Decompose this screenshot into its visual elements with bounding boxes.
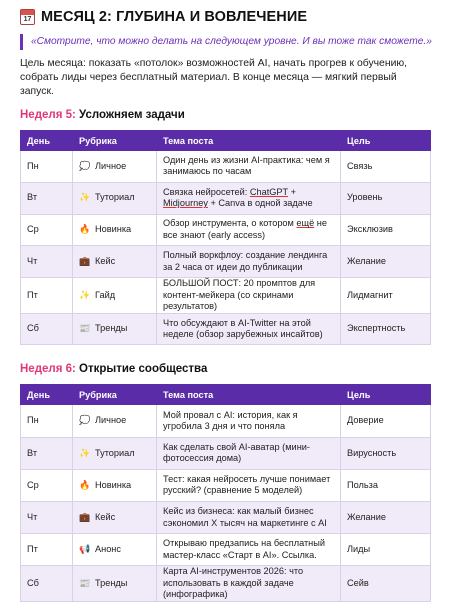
schedule-table — [20, 130, 431, 345]
rubric-label: Кейс — [95, 511, 116, 522]
calendar-icon — [20, 9, 35, 25]
goal-cell: Связь — [341, 151, 431, 183]
day-cell: Пн — [21, 151, 73, 183]
table-row — [21, 182, 431, 214]
rubric-cell — [73, 278, 157, 314]
column-header-rubric: Рубрика — [73, 131, 157, 151]
quote-text: «Смотрите, что можно делать на следующем уровне. И вы тоже так сможете.» — [31, 36, 432, 47]
day-cell: Пн — [21, 405, 73, 437]
table-header-row — [21, 385, 431, 405]
rubric-label: Личное — [95, 415, 127, 426]
column-header-day: День — [21, 131, 73, 151]
topic-cell: БОЛЬШОЙ ПОСТ: 20 промптов для контент-мейкера (со скринами результатов) — [157, 278, 341, 314]
rubric-cell — [73, 437, 157, 469]
sparkles-icon: ✨ — [79, 289, 91, 300]
thought-bubble-icon: 💭 — [79, 160, 91, 171]
topic-cell: Как сделать свой AI-аватар (мини-фотосессия дома) — [157, 437, 341, 469]
megaphone-icon: 📢 — [79, 544, 91, 555]
rubric-label: Личное — [95, 160, 127, 171]
rubric-label: Тренды — [95, 577, 128, 588]
column-header-topic: Тема поста — [157, 131, 341, 151]
day-cell: Пт — [21, 534, 73, 566]
column-header-goal: Цель — [341, 131, 431, 151]
goal-cell: Лиды — [341, 534, 431, 566]
goal-cell: Вирусность — [341, 437, 431, 469]
newspaper-icon: 📰 — [79, 323, 91, 334]
rubric-label: Тренды — [95, 323, 128, 334]
day-cell: Пт — [21, 278, 73, 314]
column-header-day: День — [21, 385, 73, 405]
topic-cell: Мой провал с AI: история, как я угробила 3 дня и что поняла — [157, 405, 341, 437]
rubric-label: Туториал — [95, 447, 135, 458]
topic-link-midjourney: Midjourney — [163, 198, 208, 209]
goal-cell: Сейв — [341, 566, 431, 602]
rubric-label: Новинка — [95, 224, 132, 235]
goal-cell: Желание — [341, 502, 431, 534]
rubric-label: Гайд — [95, 289, 116, 300]
fire-icon: 🔥 — [79, 479, 91, 490]
briefcase-icon: 💼 — [79, 256, 91, 267]
rubric-cell — [73, 182, 157, 214]
topic-link-chatgpt: ChatGPT — [249, 186, 289, 197]
rubric-cell — [73, 502, 157, 534]
day-cell: Чт — [21, 246, 73, 278]
topic-text: не все знают (early access) — [163, 218, 327, 240]
topic-cell — [157, 182, 341, 214]
table-row — [21, 278, 431, 314]
week-label: Неделя 5: — [20, 109, 76, 121]
column-header-rubric: Рубрика — [73, 385, 157, 405]
topic-cell: Что обсуждают в AI-Twitter на этой неделе (обзор зарубежных инсайтов) — [157, 313, 341, 345]
week-title: Усложняем задачи — [79, 109, 185, 121]
rubric-cell — [73, 566, 157, 602]
rubric-cell — [73, 534, 157, 566]
page-title: МЕСЯЦ 2: ГЛУБИНА И ВОВЛЕЧЕНИЕ — [41, 9, 308, 25]
rubric-label: Новинка — [95, 479, 132, 490]
topic-cell: Тест: какая нейросеть лучше понимает русский? (сравнение 5 моделей) — [157, 469, 341, 501]
schedule-table — [20, 384, 431, 601]
rubric-cell — [73, 313, 157, 345]
calendar-icon-text: 17 — [23, 16, 32, 23]
sparkles-icon: ✨ — [79, 192, 91, 203]
rubric-cell — [73, 469, 157, 501]
topic-underlined-word: ещё — [296, 218, 315, 229]
quote-block — [20, 34, 432, 50]
topic-cell: Один день из жизни AI-практика: чем я занимаюсь по часам — [157, 151, 341, 183]
topic-cell: Полный воркфлоу: создание лендинга за 2 часа от идеи до публикации — [157, 246, 341, 278]
topic-text: Обзор инструмента, о котором — [163, 218, 297, 229]
goal-cell: Доверие — [341, 405, 431, 437]
goal-cell: Уровень — [341, 182, 431, 214]
rubric-label: Кейс — [95, 256, 116, 267]
rubric-cell — [73, 214, 157, 246]
table-row — [21, 502, 431, 534]
week-label: Неделя 6: — [20, 363, 76, 376]
week-heading — [20, 363, 432, 379]
column-header-topic: Тема поста — [157, 385, 341, 405]
rubric-label: Туториал — [95, 192, 135, 203]
rubric-cell — [73, 405, 157, 437]
table-row — [21, 566, 431, 602]
topic-cell — [157, 214, 341, 246]
day-cell: Ср — [21, 469, 73, 501]
day-cell: Ср — [21, 214, 73, 246]
topic-text: + — [288, 186, 296, 197]
briefcase-icon: 💼 — [79, 511, 91, 522]
day-cell: Вт — [21, 437, 73, 469]
table-row — [21, 534, 431, 566]
topic-text: + Canva в одной задаче — [207, 198, 313, 209]
month-goal-text: Цель месяца: показать «потолок» возможностей AI, начать прогрев к обучению, собрать лиды через бесплатный материал. В конце месяца — мягкий первый запуск. — [20, 58, 408, 97]
table-row — [21, 437, 431, 469]
rubric-cell — [73, 151, 157, 183]
goal-cell: Экспертность — [341, 313, 431, 345]
rubric-label: Анонс — [95, 544, 121, 555]
table-header-row — [21, 131, 431, 151]
fire-icon: 🔥 — [79, 224, 91, 235]
topic-cell: Карта AI-инструментов 2026: что использовать в каждой задаче (инфографика) — [157, 566, 341, 602]
goal-cell: Польза — [341, 469, 431, 501]
week-title: Открытие сообщества — [79, 363, 208, 376]
week-heading — [20, 109, 432, 125]
table-row — [21, 214, 431, 246]
day-cell: Сб — [21, 313, 73, 345]
thought-bubble-icon: 💭 — [79, 415, 91, 426]
title-row — [20, 7, 432, 27]
newspaper-icon: 📰 — [79, 577, 91, 588]
table-row — [21, 246, 431, 278]
day-cell: Чт — [21, 502, 73, 534]
topic-text: Связка нейросетей: — [163, 186, 250, 197]
sparkles-icon: ✨ — [79, 447, 91, 458]
topic-cell: Кейс из бизнеса: как малый бизнес сэкономил X тысяч на маркетинге с AI — [157, 502, 341, 534]
table-row — [21, 313, 431, 345]
goal-cell: Желание — [341, 246, 431, 278]
topic-cell: Открываю предзапись на бесплатный мастер-класс «Старт в AI». Ссылка. — [157, 534, 341, 566]
day-cell: Сб — [21, 566, 73, 602]
table-row — [21, 469, 431, 501]
rubric-cell — [73, 246, 157, 278]
goal-cell: Эксклюзив — [341, 214, 431, 246]
table-row — [21, 151, 431, 183]
day-cell: Вт — [21, 182, 73, 214]
table-row — [21, 405, 431, 437]
goal-cell: Лидмагнит — [341, 278, 431, 314]
column-header-goal: Цель — [341, 385, 431, 405]
